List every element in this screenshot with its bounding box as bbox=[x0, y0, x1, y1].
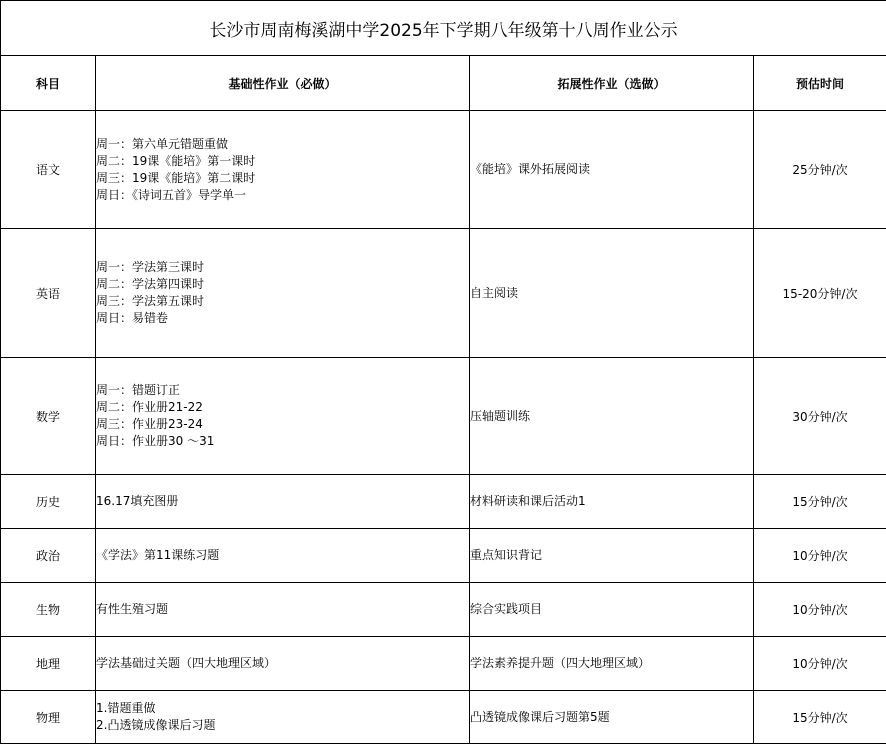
extended-homework-cell: 材料研读和课后活动1 bbox=[470, 475, 754, 529]
page-title: 长沙市周南梅溪湖中学2025年下学期八年级第十八周作业公示 bbox=[1, 1, 886, 56]
basic-homework-line: 周日：作业册30 ～31 bbox=[96, 433, 469, 450]
basic-homework-line: 周一：学法第三课时 bbox=[96, 259, 469, 276]
extended-homework-cell: 自主阅读 bbox=[470, 229, 754, 358]
extended-homework-cell: 重点知识背记 bbox=[470, 529, 754, 583]
basic-homework-cell bbox=[96, 475, 470, 529]
table-row bbox=[1, 691, 886, 744]
table-row bbox=[1, 637, 886, 691]
basic-homework-cell bbox=[96, 358, 470, 475]
basic-homework-line: 周日：《诗词五首》导学单一 bbox=[96, 187, 469, 204]
subject-cell: 英语 bbox=[1, 229, 96, 358]
header-row bbox=[1, 56, 886, 111]
basic-homework-line: 周二：作业册21-22 bbox=[96, 399, 469, 416]
subject-cell: 地理 bbox=[1, 637, 96, 691]
table-row bbox=[1, 475, 886, 529]
table-row bbox=[1, 583, 886, 637]
basic-homework-cell bbox=[96, 229, 470, 358]
extended-homework-cell: 《能培》课外拓展阅读 bbox=[470, 111, 754, 229]
table-row bbox=[1, 111, 886, 229]
basic-homework-line: 周二：学法第四课时 bbox=[96, 276, 469, 293]
time-cell: 10分钟/次 bbox=[754, 637, 886, 691]
time-cell: 30分钟/次 bbox=[754, 358, 886, 475]
time-cell: 15分钟/次 bbox=[754, 691, 886, 744]
table-row bbox=[1, 529, 886, 583]
subject-cell: 语文 bbox=[1, 111, 96, 229]
header-extended: 拓展性作业（选做） bbox=[470, 56, 754, 111]
basic-homework-line: 周日：易错卷 bbox=[96, 310, 469, 327]
subject-cell: 物理 bbox=[1, 691, 96, 744]
basic-homework-line: 学法基础过关题（四大地理区域） bbox=[96, 655, 469, 672]
time-cell: 10分钟/次 bbox=[754, 529, 886, 583]
time-cell: 10分钟/次 bbox=[754, 583, 886, 637]
subject-cell: 生物 bbox=[1, 583, 96, 637]
extended-homework-cell: 综合实践项目 bbox=[470, 583, 754, 637]
extended-homework-cell: 压轴题训练 bbox=[470, 358, 754, 475]
basic-homework-line: 周三：19课《能培》第二课时 bbox=[96, 170, 469, 187]
extended-homework-cell: 凸透镜成像课后习题第5题 bbox=[470, 691, 754, 744]
basic-homework-line: 16.17填充图册 bbox=[96, 493, 469, 510]
table-row bbox=[1, 229, 886, 358]
basic-homework-line: 周三：学法第五课时 bbox=[96, 293, 469, 310]
basic-homework-cell bbox=[96, 111, 470, 229]
header-subject: 科目 bbox=[1, 56, 96, 111]
basic-homework-line: 周二：19课《能培》第一课时 bbox=[96, 153, 469, 170]
header-time: 预估时间 bbox=[754, 56, 886, 111]
basic-homework-line: 《学法》第11课练习题 bbox=[96, 547, 469, 564]
subject-cell: 政治 bbox=[1, 529, 96, 583]
basic-homework-cell bbox=[96, 529, 470, 583]
basic-homework-line: 有性生殖习题 bbox=[96, 601, 469, 618]
basic-homework-cell bbox=[96, 691, 470, 744]
time-cell: 15-20分钟/次 bbox=[754, 229, 886, 358]
basic-homework-line: 周三：作业册23-24 bbox=[96, 416, 469, 433]
basic-homework-cell bbox=[96, 637, 470, 691]
basic-homework-line: 2.凸透镜成像课后习题 bbox=[96, 717, 469, 734]
subject-cell: 历史 bbox=[1, 475, 96, 529]
title-row bbox=[1, 1, 886, 56]
basic-homework-line: 周一：第六单元错题重做 bbox=[96, 136, 469, 153]
basic-homework-line: 周一：错题订正 bbox=[96, 382, 469, 399]
subject-cell: 数学 bbox=[1, 358, 96, 475]
time-cell: 15分钟/次 bbox=[754, 475, 886, 529]
basic-homework-cell bbox=[96, 583, 470, 637]
basic-homework-line: 1.错题重做 bbox=[96, 700, 469, 717]
table-row bbox=[1, 358, 886, 475]
time-cell: 25分钟/次 bbox=[754, 111, 886, 229]
extended-homework-cell: 学法素养提升题（四大地理区域） bbox=[470, 637, 754, 691]
header-basic: 基础性作业（必做） bbox=[96, 56, 470, 111]
